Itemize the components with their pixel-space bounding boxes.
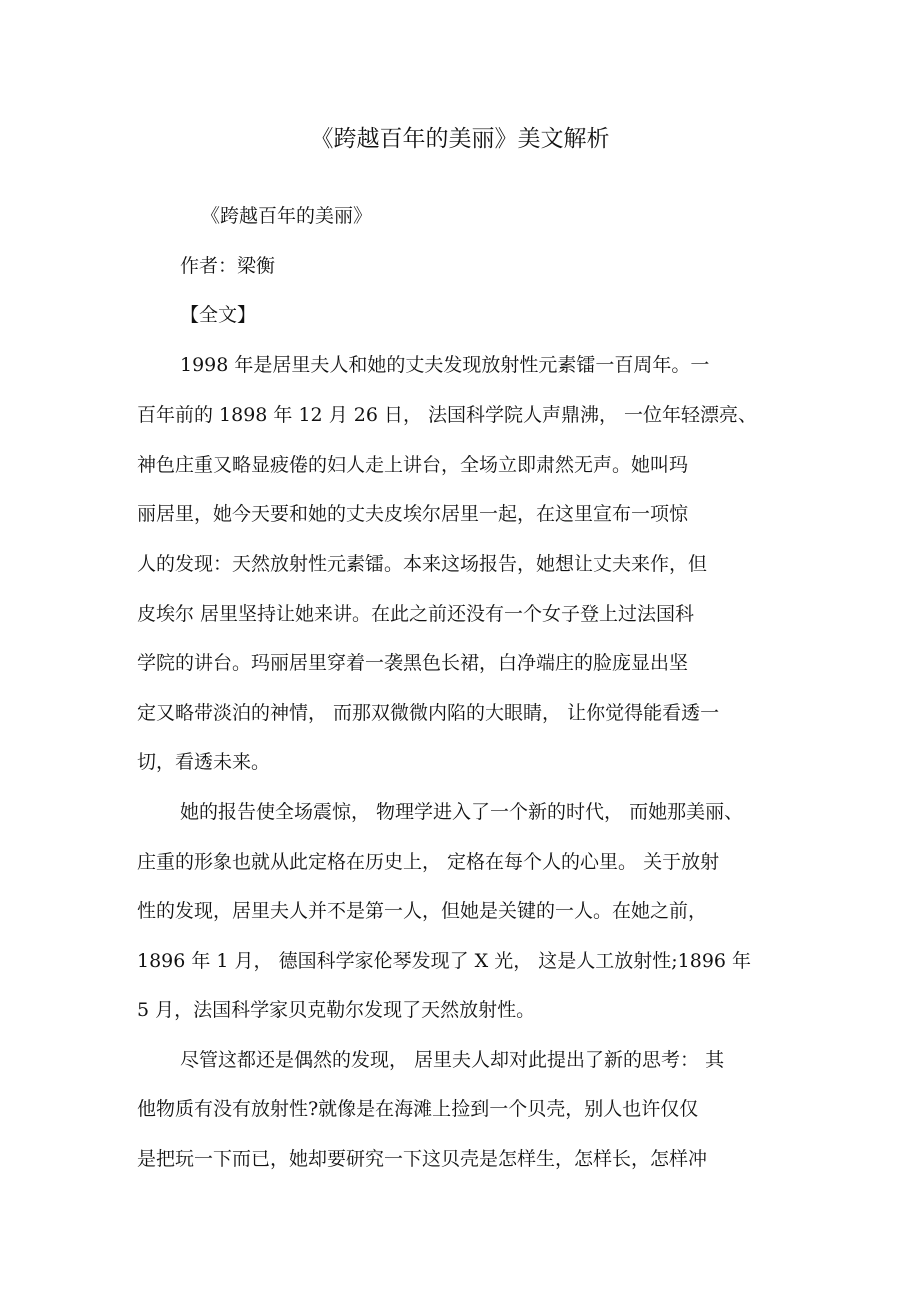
body-line: 定又略带淡泊的神情， 而那双微微内陷的大眼睛， 让你觉得能看透一 xyxy=(137,702,720,724)
body-line: 1896 年 1 月， 德国科学家伦琴发现了 X 光， 这是人工放射性;1896 年 xyxy=(137,950,752,972)
body-line: 他物质有没有放射性?就像是在海滩上捡到一个贝壳，别人也许仅仅 xyxy=(137,1098,699,1120)
body-line: 尽管这都还是偶然的发现， 居里夫人却对此提出了新的思考： 其 xyxy=(180,1049,725,1071)
body-line: 切，看透未来。 xyxy=(137,751,271,773)
body-line: 5 月，法国科学家贝克勒尔发现了天然放射性。 xyxy=(137,999,536,1021)
section-heading: 【全文】 xyxy=(180,304,257,326)
body-line: 神色庄重又略显疲倦的妇人走上讲台，全场立即肃然无声。她叫玛 xyxy=(137,454,689,476)
body-line: 学院的讲台。玛丽居里穿着一袭黑色长裙，白净端庄的脸庞显出坚 xyxy=(137,652,689,674)
body-line: 她的报告使全场震惊， 物理学进入了一个新的时代， 而她那美丽、 xyxy=(180,801,744,823)
body-line: 皮埃尔 居里坚持让她来讲。在此之前还没有一个女子登上过法国科 xyxy=(137,603,695,625)
body-line: 1998 年是居里夫人和她的丈夫发现放射性元素镭一百周年。一 xyxy=(180,354,710,376)
body-line: 人的发现：天然放射性元素镭。本来这场报告，她想让丈夫来作，但 xyxy=(137,553,708,575)
body-line: 庄重的形象也就从此定格在历史上， 定格在每个人的心里。 关于放射 xyxy=(137,851,720,873)
body-line: 百年前的 1898 年 12 月 26 日， 法国科学院人声鼎沸， 一位年轻漂亮、 xyxy=(137,404,758,426)
body-line: 是把玩一下而已，她却要研究一下这贝壳是怎样生，怎样长，怎样冲 xyxy=(137,1148,708,1170)
body-line: 丽居里，她今天要和她的丈夫皮埃尔居里一起，在这里宣布一项惊 xyxy=(137,503,689,525)
author-line: 作者：梁衡 xyxy=(180,255,276,277)
subtitle: 《跨越百年的美丽》 xyxy=(201,205,373,227)
page-title: 《跨越百年的美丽》美文解析 xyxy=(310,126,610,152)
body-line: 性的发现，居里夫人并不是第一人，但她是关键的一人。在她之前， xyxy=(137,900,708,922)
